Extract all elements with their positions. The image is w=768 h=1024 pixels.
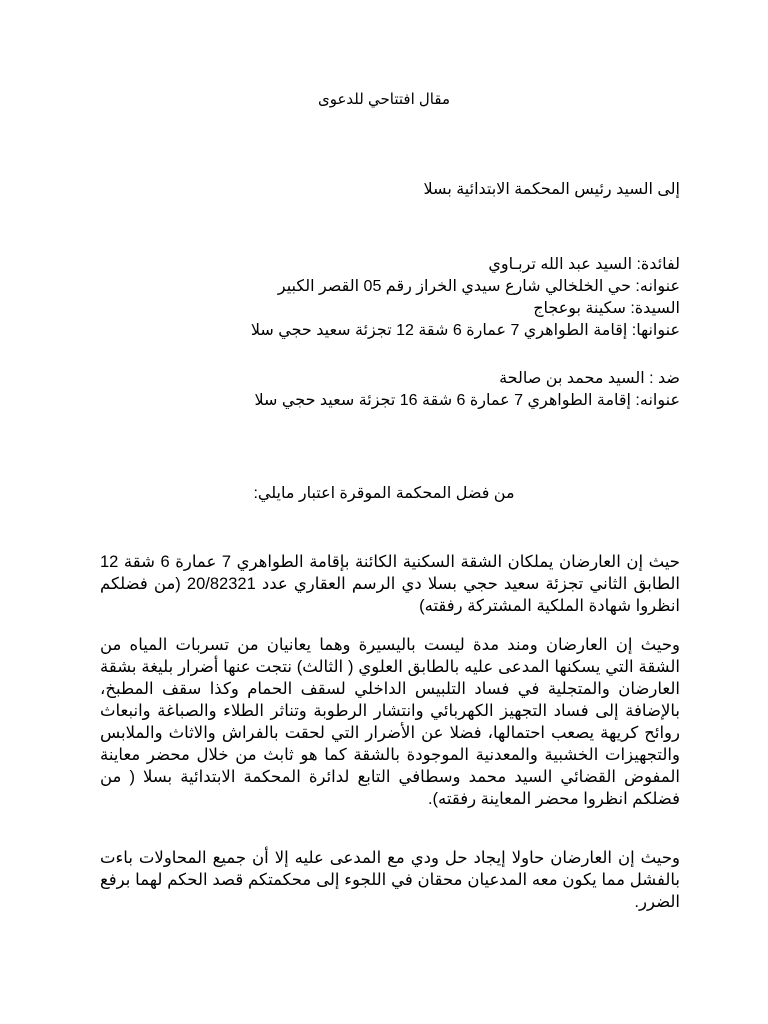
paragraph: وحيث إن العارضان ومند مدة ليست باليسيرة وهما يعانيان من تسربات المياه من الشقة التي يسكنها المدعى عليه بالطابق العلوي ( الثالث) نتجت عنها أضرار بليغة بشقة العارضان والمتجلية في فساد التلبيس الداخلي لسقف الحمام وكذا سقف المطبخ، بالإضافة إلى فساد التجهيز الكهربائي وانتشار الرطوبة وتناثر الطلاء والصباغة وانبعاث روائح كريهة يصعب احتمالها، فضلا عن الأضرار التي لحقت بالفراش والاثاث والملابس والتجهيزات الخشبية والمعدنية الموجودة بالشقة كما هو ثابث من خلال محضر معاينة المفوض القضائي السيد محمد وسطافي التابع لدائرة المحكمة الابتدائية بسلا ( من فضلكم انظروا محضر المعاينة رفقته). xyxy=(100,636,680,808)
paragraph: وحيث إن العارضان حاولا إيجاد حل ودي مع المدعى عليه إلا أن جميع المحاولات باءت بالفشل مما يكون معه المدعيان محقان في اللجوء إلى محكمتكم قصد الحكم لهما برفع الضرر. xyxy=(100,849,680,911)
defendant-line: ضد : السيد محمد بن صالحة xyxy=(499,370,680,387)
plaintiff-line: عنوانها: إقامة الطواهري 7 عمارة 6 شقة 12 تجزئة سعيد حجي سلا xyxy=(250,322,680,339)
plaintiff-line: عنوانه: حي الخلخالي شارع سيدي الخراز رقم 05 القصر الكبير xyxy=(277,278,680,295)
recipient-line: إلى السيد رئيس المحكمة الابتدائية بسلا xyxy=(423,181,680,198)
request-intro: من فضل المحكمة الموقرة اعتبار مايلي: xyxy=(253,485,515,502)
document-title: مقال افتتاحي للدعوى xyxy=(317,91,450,108)
plaintiff-line: السيدة: سكينة بوعجاج xyxy=(533,300,680,317)
plaintiff-line: لفائدة: السيد عبد الله تربـاوي xyxy=(488,256,680,273)
paragraph: حيث إن العارضان يملكان الشقة السكنية الكائنة بإقامة الطواهري 7 عمارة 6 شقة 12 الطابق الثاني تجزئة سعيد حجي بسلا دي الرسم العقاري عدد 20/82321 (من فضلكم انظروا شهادة الملكية المشتركة رفقته) xyxy=(100,553,681,615)
defendant-line: عنوانه: إقامة الطواهري 7 عمارة 6 شقة 16 تجزئة سعيد حجي سلا xyxy=(254,392,680,409)
